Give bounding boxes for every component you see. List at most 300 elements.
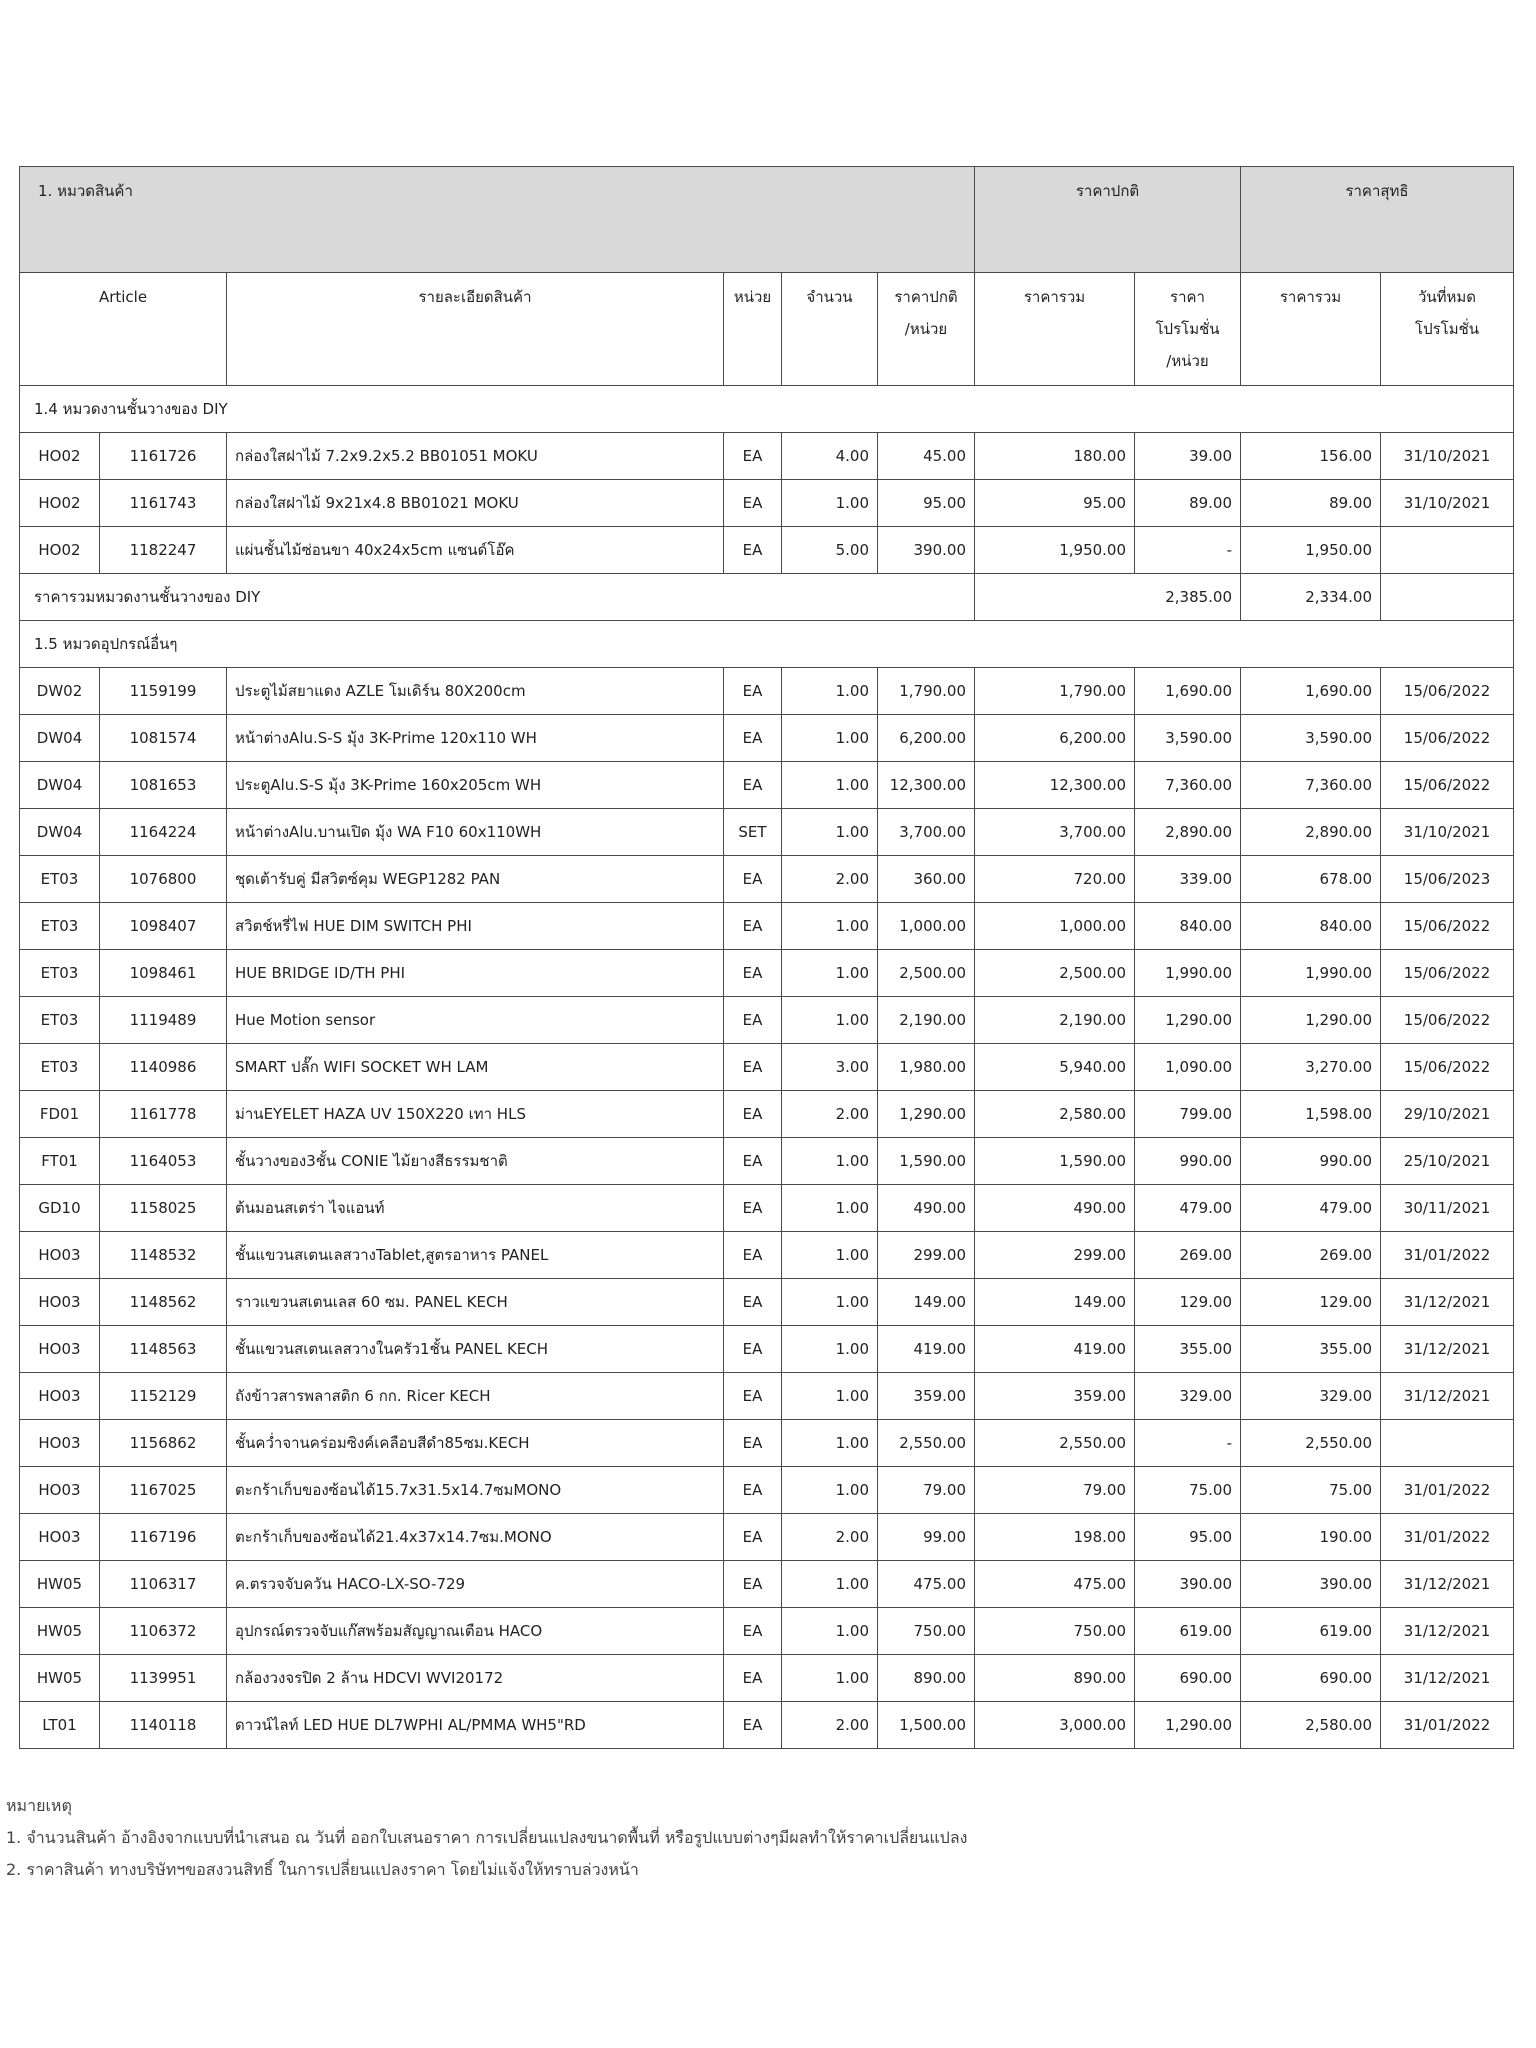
cell-promo-price: 619.00 [1135,1608,1241,1655]
cell-code: HW05 [20,1608,100,1655]
cell-promo-price: 329.00 [1135,1373,1241,1420]
cell-unit-price: 1,000.00 [878,903,975,950]
cell-unit: EA [724,1232,782,1279]
cell-promo-price: - [1135,1420,1241,1467]
cell-total: 12,300.00 [975,762,1135,809]
cell-qty: 1.00 [782,809,878,856]
cell-net-total: 1,598.00 [1241,1091,1381,1138]
cell-article: 1106372 [100,1608,227,1655]
cell-unit: SET [724,809,782,856]
net-price-group-header: ราคาสุทธิ [1241,167,1514,273]
cell-article: 1119489 [100,997,227,1044]
cell-net-total: 156.00 [1241,433,1381,480]
cell-total: 1,590.00 [975,1138,1135,1185]
cell-promo-end: 31/12/2021 [1381,1326,1514,1373]
cell-article: 1182247 [100,527,227,574]
cell-article: 1164224 [100,809,227,856]
cell-description: กล่องใสฝาไม้ 9x21x4.8 BB01021 MOKU [227,480,724,527]
cell-qty: 1.00 [782,1279,878,1326]
cell-net-total: 1,990.00 [1241,950,1381,997]
quotation-sheet [19,166,1513,1749]
table-row [20,480,1514,527]
col-promo-line3: /หน่วย [1166,352,1209,370]
cell-unit-price: 149.00 [878,1279,975,1326]
cell-unit-price: 475.00 [878,1561,975,1608]
cell-code: DW02 [20,668,100,715]
cell-unit: EA [724,1138,782,1185]
cell-code: ET03 [20,997,100,1044]
cell-total: 299.00 [975,1232,1135,1279]
cell-qty: 2.00 [782,856,878,903]
table-row [20,1608,1514,1655]
cell-promo-end: 31/01/2022 [1381,1467,1514,1514]
section-title: 1.4 หมวดงานชั้นวางของ DIY [20,386,1514,433]
cell-net-total: 329.00 [1241,1373,1381,1420]
cell-unit-price: 79.00 [878,1467,975,1514]
category-header-row [20,167,1514,273]
cell-unit-price: 6,200.00 [878,715,975,762]
cell-qty: 5.00 [782,527,878,574]
cell-total: 890.00 [975,1655,1135,1702]
col-article: Article [20,273,227,386]
cell-unit: EA [724,1044,782,1091]
table-row [20,809,1514,856]
table-row [20,1702,1514,1749]
col-description: รายละเอียดสินค้า [227,273,724,386]
cell-qty: 3.00 [782,1044,878,1091]
cell-unit-price: 490.00 [878,1185,975,1232]
cell-code: DW04 [20,715,100,762]
cell-promo-price: 690.00 [1135,1655,1241,1702]
cell-unit: EA [724,1514,782,1561]
cell-promo-end: 31/10/2021 [1381,433,1514,480]
cell-qty: 1.00 [782,1232,878,1279]
cell-description: กล่องใสฝาไม้ 7.2x9.2x5.2 BB01051 MOKU [227,433,724,480]
cell-net-total: 619.00 [1241,1608,1381,1655]
cell-unit: EA [724,1561,782,1608]
cell-article: 1152129 [100,1373,227,1420]
cell-net-total: 1,950.00 [1241,527,1381,574]
cell-promo-price: 89.00 [1135,480,1241,527]
cell-article: 1139951 [100,1655,227,1702]
cell-article: 1098461 [100,950,227,997]
cell-promo-price: 339.00 [1135,856,1241,903]
cell-qty: 1.00 [782,1561,878,1608]
cell-qty: 2.00 [782,1702,878,1749]
cell-promo-end: 15/06/2022 [1381,762,1514,809]
cell-total: 79.00 [975,1467,1135,1514]
cell-code: ET03 [20,903,100,950]
cell-unit: EA [724,480,782,527]
table-row [20,1326,1514,1373]
cell-total: 3,000.00 [975,1702,1135,1749]
cell-description: ชั้นวางของ3ชั้น CONIE ไม้ยางสีธรรมชาติ [227,1138,724,1185]
cell-unit-price: 1,590.00 [878,1138,975,1185]
cell-unit-price: 95.00 [878,480,975,527]
cell-unit-price: 1,790.00 [878,668,975,715]
cell-description: SMART ปลั๊ก WIFI SOCKET WH LAM [227,1044,724,1091]
cell-total: 490.00 [975,1185,1135,1232]
cell-unit: EA [724,433,782,480]
column-header-row [20,273,1514,386]
cell-promo-end: 31/10/2021 [1381,480,1514,527]
table-row [20,1091,1514,1138]
cell-unit-price: 1,500.00 [878,1702,975,1749]
cell-code: HO02 [20,527,100,574]
col-unit: หน่วย [724,273,782,386]
cell-unit: EA [724,1702,782,1749]
cell-promo-end: 31/10/2021 [1381,809,1514,856]
cell-promo-price: 990.00 [1135,1138,1241,1185]
cell-description: ดาวน์ไลท์ LED HUE DL7WPHI AL/PMMA WH5"RD [227,1702,724,1749]
cell-promo-end: 31/01/2022 [1381,1514,1514,1561]
table-row [20,1655,1514,1702]
cell-total: 2,190.00 [975,997,1135,1044]
cell-description: สวิตช์หรี่ไฟ HUE DIM SWITCH PHI [227,903,724,950]
cell-promo-price: 2,890.00 [1135,809,1241,856]
cell-unit-price: 299.00 [878,1232,975,1279]
cell-unit: EA [724,1420,782,1467]
cell-article: 1148563 [100,1326,227,1373]
cell-unit: EA [724,1279,782,1326]
cell-net-total: 1,290.00 [1241,997,1381,1044]
cell-unit-price: 99.00 [878,1514,975,1561]
cell-promo-end: 31/01/2022 [1381,1232,1514,1279]
col-unit-price-line2: /หน่วย [904,320,948,338]
cell-description: ค.ตรวจจับควัน HACO-LX-SO-729 [227,1561,724,1608]
cell-promo-end: 15/06/2023 [1381,856,1514,903]
cell-qty: 1.00 [782,1467,878,1514]
cell-promo-price: 390.00 [1135,1561,1241,1608]
cell-net-total: 390.00 [1241,1561,1381,1608]
cell-description: แผ่นชั้นไม้ซ่อนขา 40x24x5cm แซนด์โอ๊ค [227,527,724,574]
cell-article: 1140986 [100,1044,227,1091]
cell-code: DW04 [20,762,100,809]
cell-article: 1158025 [100,1185,227,1232]
cell-unit: EA [724,997,782,1044]
cell-unit: EA [724,1326,782,1373]
col-promo-line2: โปรโมชั่น [1155,320,1220,338]
cell-total: 1,790.00 [975,668,1135,715]
cell-qty: 1.00 [782,1373,878,1420]
cell-total: 1,000.00 [975,903,1135,950]
cell-promo-price: 1,290.00 [1135,1702,1241,1749]
table-row [20,903,1514,950]
cell-promo-end: 31/01/2022 [1381,1702,1514,1749]
cell-total: 5,940.00 [975,1044,1135,1091]
cell-promo-end [1381,1420,1514,1467]
cell-article: 1081574 [100,715,227,762]
cell-article: 1167025 [100,1467,227,1514]
cell-promo-price: 840.00 [1135,903,1241,950]
table-row [20,1232,1514,1279]
cell-promo-price: 1,090.00 [1135,1044,1241,1091]
cell-qty: 1.00 [782,1185,878,1232]
cell-promo-end: 29/10/2021 [1381,1091,1514,1138]
cell-promo-end: 15/06/2022 [1381,903,1514,950]
cell-total: 475.00 [975,1561,1135,1608]
cell-promo-price: 3,590.00 [1135,715,1241,762]
cell-promo-price: 799.00 [1135,1091,1241,1138]
table-row [20,997,1514,1044]
cell-total: 359.00 [975,1373,1135,1420]
section-row-diy [20,386,1514,433]
cell-total: 2,500.00 [975,950,1135,997]
cell-article: 1156862 [100,1420,227,1467]
cell-net-total: 2,890.00 [1241,809,1381,856]
cell-unit-price: 12,300.00 [878,762,975,809]
cell-promo-price: 129.00 [1135,1279,1241,1326]
cell-promo-end: 31/12/2021 [1381,1561,1514,1608]
cell-net-total: 7,360.00 [1241,762,1381,809]
table-row [20,950,1514,997]
subtotal-blank [1381,574,1514,621]
cell-unit-price: 419.00 [878,1326,975,1373]
cell-article: 1164053 [100,1138,227,1185]
table-row [20,762,1514,809]
cell-code: HO03 [20,1420,100,1467]
cell-code: HO03 [20,1326,100,1373]
cell-unit-price: 360.00 [878,856,975,903]
cell-net-total: 129.00 [1241,1279,1381,1326]
cell-promo-price: 269.00 [1135,1232,1241,1279]
cell-net-total: 89.00 [1241,480,1381,527]
col-unit-price-line1: ราคาปกติ [894,288,958,306]
cell-unit-price: 359.00 [878,1373,975,1420]
cell-net-total: 479.00 [1241,1185,1381,1232]
col-qty: จำนวน [782,273,878,386]
cell-article: 1161726 [100,433,227,480]
table-row [20,1467,1514,1514]
cell-article: 1167196 [100,1514,227,1561]
cell-promo-price: 7,360.00 [1135,762,1241,809]
cell-total: 95.00 [975,480,1135,527]
cell-description: ชั้นแขวนสเตนเลสวางTablet,สูตรอาหาร PANEL [227,1232,724,1279]
cell-description: ประตูไม้สยาแดง AZLE โมเดิร์น 80X200cm [227,668,724,715]
section-row-other [20,621,1514,668]
table-row [20,1514,1514,1561]
col-promo-price [1135,273,1241,386]
cell-qty: 1.00 [782,903,878,950]
cell-promo-end: 31/12/2021 [1381,1279,1514,1326]
cell-total: 149.00 [975,1279,1135,1326]
cell-total: 6,200.00 [975,715,1135,762]
cell-article: 1076800 [100,856,227,903]
cell-unit-price: 1,290.00 [878,1091,975,1138]
price-table [19,166,1514,1749]
cell-promo-end: 31/12/2021 [1381,1373,1514,1420]
table-row [20,527,1514,574]
cell-description: อุปกรณ์ตรวจจับแก๊สพร้อมสัญญาณเตือน HACO [227,1608,724,1655]
col-promo-end [1381,273,1514,386]
cell-description: หน้าต่างAlu.บานเปิด มุ้ง WA F10 60x110WH [227,809,724,856]
subtotal-regular: 2,385.00 [975,574,1241,621]
cell-description: HUE BRIDGE ID/TH PHI [227,950,724,997]
cell-net-total: 269.00 [1241,1232,1381,1279]
cell-total: 419.00 [975,1326,1135,1373]
cell-article: 1140118 [100,1702,227,1749]
cell-description: หน้าต่างAlu.S-S มุ้ง 3K-Prime 120x110 WH [227,715,724,762]
cell-unit: EA [724,715,782,762]
cell-description: กล้องวงจรปิด 2 ล้าน HDCVI WVI20172 [227,1655,724,1702]
col-end-line2: โปรโมชั่น [1415,320,1480,338]
cell-unit: EA [724,1091,782,1138]
cell-promo-end: 15/06/2022 [1381,950,1514,997]
cell-article: 1161743 [100,480,227,527]
cell-promo-price: 75.00 [1135,1467,1241,1514]
cell-unit: EA [724,903,782,950]
notes-title: หมายเหตุ [6,1796,72,1815]
cell-qty: 1.00 [782,668,878,715]
cell-code: FT01 [20,1138,100,1185]
cell-qty: 1.00 [782,762,878,809]
table-row [20,1279,1514,1326]
cell-article: 1106317 [100,1561,227,1608]
cell-qty: 1.00 [782,1420,878,1467]
cell-total: 2,550.00 [975,1420,1135,1467]
cell-promo-price: - [1135,527,1241,574]
cell-qty: 1.00 [782,715,878,762]
cell-description: ตะกร้าเก็บของซ้อนได้21.4x37x14.7ซม.MONO [227,1514,724,1561]
cell-promo-end: 25/10/2021 [1381,1138,1514,1185]
cell-code: HO03 [20,1279,100,1326]
cell-unit-price: 1,980.00 [878,1044,975,1091]
col-net-total: ราคารวม [1241,273,1381,386]
cell-qty: 1.00 [782,480,878,527]
cell-code: FD01 [20,1091,100,1138]
cell-promo-price: 95.00 [1135,1514,1241,1561]
cell-unit-price: 3,700.00 [878,809,975,856]
cell-unit-price: 2,500.00 [878,950,975,997]
cell-description: ต้นมอนสเตร่า ไจแอนท์ [227,1185,724,1232]
cell-promo-end: 31/12/2021 [1381,1608,1514,1655]
table-row [20,1420,1514,1467]
cell-description: Hue Motion sensor [227,997,724,1044]
category-title: 1. หมวดสินค้า [20,167,975,273]
cell-net-total: 3,270.00 [1241,1044,1381,1091]
cell-promo-end: 15/06/2022 [1381,1044,1514,1091]
cell-article: 1161778 [100,1091,227,1138]
cell-net-total: 840.00 [1241,903,1381,950]
cell-description: ชุดเต้ารับคู่ มีสวิตซ์คุม WEGP1282 PAN [227,856,724,903]
cell-code: GD10 [20,1185,100,1232]
cell-promo-price: 1,290.00 [1135,997,1241,1044]
cell-promo-end: 30/11/2021 [1381,1185,1514,1232]
cell-net-total: 75.00 [1241,1467,1381,1514]
cell-promo-end: 15/06/2022 [1381,668,1514,715]
cell-article: 1159199 [100,668,227,715]
cell-net-total: 690.00 [1241,1655,1381,1702]
cell-unit-price: 750.00 [878,1608,975,1655]
cell-promo-price: 355.00 [1135,1326,1241,1373]
cell-code: DW04 [20,809,100,856]
cell-unit-price: 890.00 [878,1655,975,1702]
cell-qty: 1.00 [782,1608,878,1655]
table-row [20,715,1514,762]
cell-description: ชั้นคว่ำจานคร่อมซิงค์เคลือบสีดำ85ซม.KECH [227,1420,724,1467]
cell-total: 198.00 [975,1514,1135,1561]
table-row [20,1138,1514,1185]
cell-promo-end [1381,527,1514,574]
cell-unit: EA [724,1467,782,1514]
cell-code: HW05 [20,1561,100,1608]
cell-total: 180.00 [975,433,1135,480]
cell-qty: 1.00 [782,997,878,1044]
cell-unit-price: 45.00 [878,433,975,480]
cell-code: HO03 [20,1373,100,1420]
cell-code: ET03 [20,950,100,997]
cell-total: 750.00 [975,1608,1135,1655]
cell-article: 1148532 [100,1232,227,1279]
table-row [20,1373,1514,1420]
subtotal-row-diy [20,574,1514,621]
cell-promo-end: 31/12/2021 [1381,1655,1514,1702]
subtotal-net: 2,334.00 [1241,574,1381,621]
cell-net-total: 2,580.00 [1241,1702,1381,1749]
cell-net-total: 190.00 [1241,1514,1381,1561]
cell-promo-price: 479.00 [1135,1185,1241,1232]
cell-code: LT01 [20,1702,100,1749]
cell-code: HO03 [20,1514,100,1561]
cell-code: ET03 [20,1044,100,1091]
cell-unit: EA [724,668,782,715]
cell-net-total: 990.00 [1241,1138,1381,1185]
cell-code: ET03 [20,856,100,903]
cell-article: 1098407 [100,903,227,950]
cell-article: 1148562 [100,1279,227,1326]
cell-unit: EA [724,527,782,574]
cell-unit: EA [724,950,782,997]
cell-unit-price: 2,190.00 [878,997,975,1044]
cell-code: HO03 [20,1467,100,1514]
cell-promo-price: 1,690.00 [1135,668,1241,715]
cell-article: 1081653 [100,762,227,809]
cell-description: ถังข้าวสารพลาสติก 6 กก. Ricer KECH [227,1373,724,1420]
subtotal-label: ราคารวมหมวดงานชั้นวางของ DIY [20,574,975,621]
table-row [20,1185,1514,1232]
cell-description: ตะกร้าเก็บของซ้อนได้15.7x31.5x14.7ซมMONO [227,1467,724,1514]
cell-unit: EA [724,1373,782,1420]
note-line-1: 1. จำนวนสินค้า อ้างอิงจากแบบที่นำเสนอ ณ วันที่ ออกใบเสนอราคา การเปลี่ยนแปลงขนาดพื้นที่ หรือรูปแบบต่างๆมีผลทำให้ราคาเปลี่ยนแปลง [6,1828,968,1847]
cell-code: HW05 [20,1655,100,1702]
col-unit-price [878,273,975,386]
cell-unit: EA [724,762,782,809]
cell-qty: 2.00 [782,1091,878,1138]
cell-description: ประตูAlu.S-S มุ้ง 3K-Prime 160x205cm WH [227,762,724,809]
col-promo-line1: ราคา [1170,288,1205,306]
col-total: ราคารวม [975,273,1135,386]
cell-promo-price: 39.00 [1135,433,1241,480]
cell-total: 3,700.00 [975,809,1135,856]
cell-promo-end: 15/06/2022 [1381,997,1514,1044]
cell-code: HO03 [20,1232,100,1279]
cell-promo-end: 15/06/2022 [1381,715,1514,762]
cell-net-total: 3,590.00 [1241,715,1381,762]
cell-net-total: 355.00 [1241,1326,1381,1373]
cell-qty: 4.00 [782,433,878,480]
cell-unit-price: 2,550.00 [878,1420,975,1467]
col-end-line1: วันที่หมด [1417,288,1477,306]
cell-total: 2,580.00 [975,1091,1135,1138]
cell-description: ชั้นแขวนสเตนเลสวางในครัว1ชั้น PANEL KECH [227,1326,724,1373]
cell-code: HO02 [20,433,100,480]
cell-net-total: 678.00 [1241,856,1381,903]
cell-description: ราวแขวนสเตนเลส 60 ซม. PANEL KECH [227,1279,724,1326]
cell-qty: 1.00 [782,1138,878,1185]
cell-qty: 1.00 [782,1655,878,1702]
table-row [20,668,1514,715]
section-title: 1.5 หมวดอุปกรณ์อื่นๆ [20,621,1514,668]
